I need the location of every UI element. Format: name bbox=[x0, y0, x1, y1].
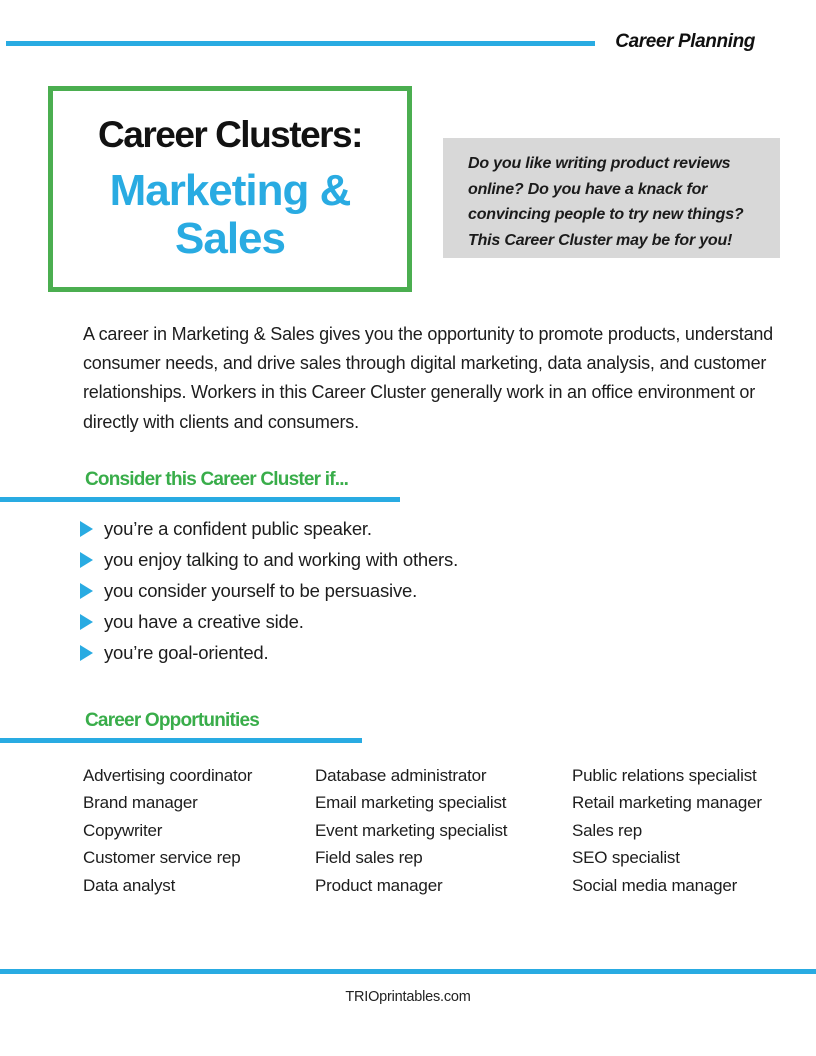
bullet-text: you’re goal-oriented. bbox=[104, 641, 269, 663]
opportunity-item: SEO specialist bbox=[572, 848, 680, 868]
opportunity-item: Public relations specialist bbox=[572, 766, 757, 785]
opportunity-item: Sales rep bbox=[572, 820, 643, 840]
callout-box bbox=[443, 138, 780, 258]
opportunity-item: Brand manager bbox=[83, 793, 198, 813]
bullet-triangle-icon bbox=[80, 583, 93, 599]
consider-list bbox=[80, 513, 458, 668]
section-rule-consider bbox=[0, 497, 400, 502]
opportunity-item: Event marketing specialist bbox=[315, 820, 508, 840]
title-prefix: Career Clusters: bbox=[98, 114, 362, 155]
header-rule bbox=[6, 41, 595, 46]
list-item bbox=[80, 513, 458, 544]
list-item bbox=[80, 637, 458, 668]
header-label: Career Planning bbox=[615, 31, 755, 52]
title-box bbox=[48, 86, 412, 292]
opportunity-item: Retail marketing manager bbox=[572, 793, 762, 813]
bullet-text: you consider yourself to be persuasive. bbox=[104, 579, 418, 601]
bullet-triangle-icon bbox=[80, 614, 93, 630]
opportunities-column bbox=[572, 762, 762, 899]
opportunity-item: Customer service rep bbox=[83, 848, 241, 868]
opportunity-item: Product manager bbox=[315, 875, 443, 895]
list-item bbox=[80, 575, 458, 606]
bullet-text: you’re a confident public speaker. bbox=[104, 517, 372, 539]
section-rule-opportunities bbox=[0, 738, 362, 743]
title-subject-line1: Marketing & bbox=[109, 166, 351, 215]
opportunity-item: Advertising coordinator bbox=[83, 766, 253, 785]
opportunity-item: Database administrator bbox=[315, 766, 487, 785]
section-heading-consider: Consider this Career Cluster if... bbox=[85, 469, 349, 490]
intro-paragraph: A career in Marketing & Sales gives you the opportunity to promote products, understand consumer needs, and drive sales through digital marketing, data analysis, and customer relationships. Workers in this Career Cluster generally work in an office environment or directly with clients and consumers. bbox=[83, 324, 773, 432]
footer-site-text: TRIOprintables.com bbox=[345, 989, 471, 1005]
bullet-triangle-icon bbox=[80, 521, 93, 537]
bullet-triangle-icon bbox=[80, 645, 93, 661]
opportunity-item: Field sales rep bbox=[315, 848, 423, 868]
list-item bbox=[80, 544, 458, 575]
callout-text: Do you like writing product reviews online? Do you have a knack for convincing people to try new things? This Career Cluster may be for you! bbox=[468, 155, 744, 249]
section-heading-opportunities: Career Opportunities bbox=[85, 710, 260, 731]
opportunities-column bbox=[83, 762, 252, 899]
opportunity-item: Copywriter bbox=[83, 820, 163, 840]
footer-rule bbox=[0, 969, 816, 974]
bullet-text: you have a creative side. bbox=[104, 610, 304, 632]
bullet-text: you enjoy talking to and working with others. bbox=[104, 548, 459, 570]
title-subject-line2: Sales bbox=[175, 214, 285, 263]
opportunities-column bbox=[315, 762, 507, 899]
list-item bbox=[80, 606, 458, 637]
opportunity-item: Social media manager bbox=[572, 875, 738, 895]
bullet-triangle-icon bbox=[80, 552, 93, 568]
opportunity-item: Data analyst bbox=[83, 875, 176, 895]
opportunity-item: Email marketing specialist bbox=[315, 793, 507, 813]
